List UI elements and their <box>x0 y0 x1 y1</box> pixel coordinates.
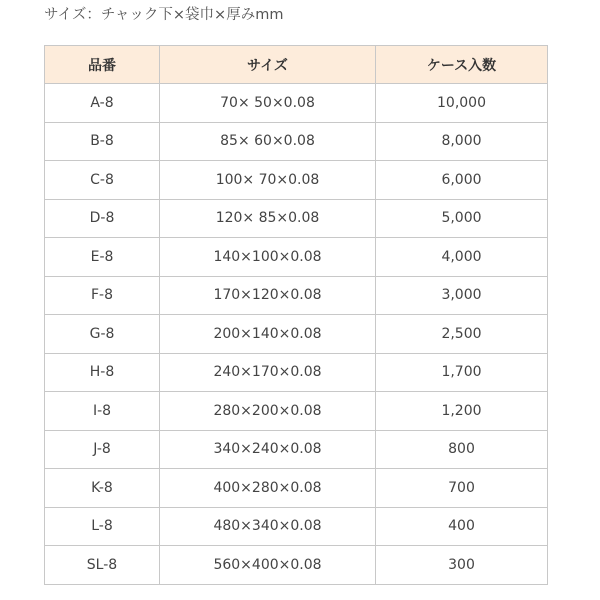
table-row <box>45 199 548 238</box>
cell-size: 140×100×0.08 <box>160 238 376 277</box>
table-row <box>45 546 548 585</box>
product-spec-table <box>44 45 548 585</box>
cell-size: 560×400×0.08 <box>160 546 376 585</box>
table-row <box>45 238 548 277</box>
cell-case-quantity: 10,000 <box>376 84 548 123</box>
table-row <box>45 430 548 469</box>
table-row <box>45 84 548 123</box>
cell-product-number: H-8 <box>45 353 160 392</box>
cell-case-quantity: 3,000 <box>376 276 548 315</box>
cell-product-number: SL-8 <box>45 546 160 585</box>
cell-case-quantity: 1,200 <box>376 392 548 431</box>
cell-size: 400×280×0.08 <box>160 469 376 508</box>
cell-product-number: K-8 <box>45 469 160 508</box>
cell-size: 340×240×0.08 <box>160 430 376 469</box>
cell-case-quantity: 700 <box>376 469 548 508</box>
header-case-quantity: ケース入数 <box>376 46 548 84</box>
cell-size: 280×200×0.08 <box>160 392 376 431</box>
cell-product-number: C-8 <box>45 161 160 200</box>
cell-size: 200×140×0.08 <box>160 315 376 354</box>
table-row <box>45 315 548 354</box>
cell-case-quantity: 800 <box>376 430 548 469</box>
table-row <box>45 122 548 161</box>
cell-size: 170×120×0.08 <box>160 276 376 315</box>
table-header-row <box>45 46 548 84</box>
table-row <box>45 276 548 315</box>
cell-product-number: D-8 <box>45 199 160 238</box>
cell-product-number: I-8 <box>45 392 160 431</box>
cell-size: 240×170×0.08 <box>160 353 376 392</box>
cell-case-quantity: 1,700 <box>376 353 548 392</box>
cell-product-number: L-8 <box>45 507 160 546</box>
cell-size: 85× 60×0.08 <box>160 122 376 161</box>
cell-product-number: G-8 <box>45 315 160 354</box>
cell-product-number: A-8 <box>45 84 160 123</box>
cell-size: 70× 50×0.08 <box>160 84 376 123</box>
cell-case-quantity: 2,500 <box>376 315 548 354</box>
cell-case-quantity: 5,000 <box>376 199 548 238</box>
table-row <box>45 161 548 200</box>
cell-case-quantity: 4,000 <box>376 238 548 277</box>
cell-product-number: E-8 <box>45 238 160 277</box>
cell-case-quantity: 400 <box>376 507 548 546</box>
cell-product-number: F-8 <box>45 276 160 315</box>
header-size: サイズ <box>160 46 376 84</box>
table-row <box>45 353 548 392</box>
cell-size: 100× 70×0.08 <box>160 161 376 200</box>
cell-size: 120× 85×0.08 <box>160 199 376 238</box>
cell-product-number: J-8 <box>45 430 160 469</box>
table-row <box>45 507 548 546</box>
table-row <box>45 469 548 508</box>
size-caption: サイズ：チャック下×袋巾×厚みmm <box>44 7 284 23</box>
cell-product-number: B-8 <box>45 122 160 161</box>
header-product-number: 品番 <box>45 46 160 84</box>
cell-size: 480×340×0.08 <box>160 507 376 546</box>
table-row <box>45 392 548 431</box>
cell-case-quantity: 6,000 <box>376 161 548 200</box>
cell-case-quantity: 8,000 <box>376 122 548 161</box>
cell-case-quantity: 300 <box>376 546 548 585</box>
